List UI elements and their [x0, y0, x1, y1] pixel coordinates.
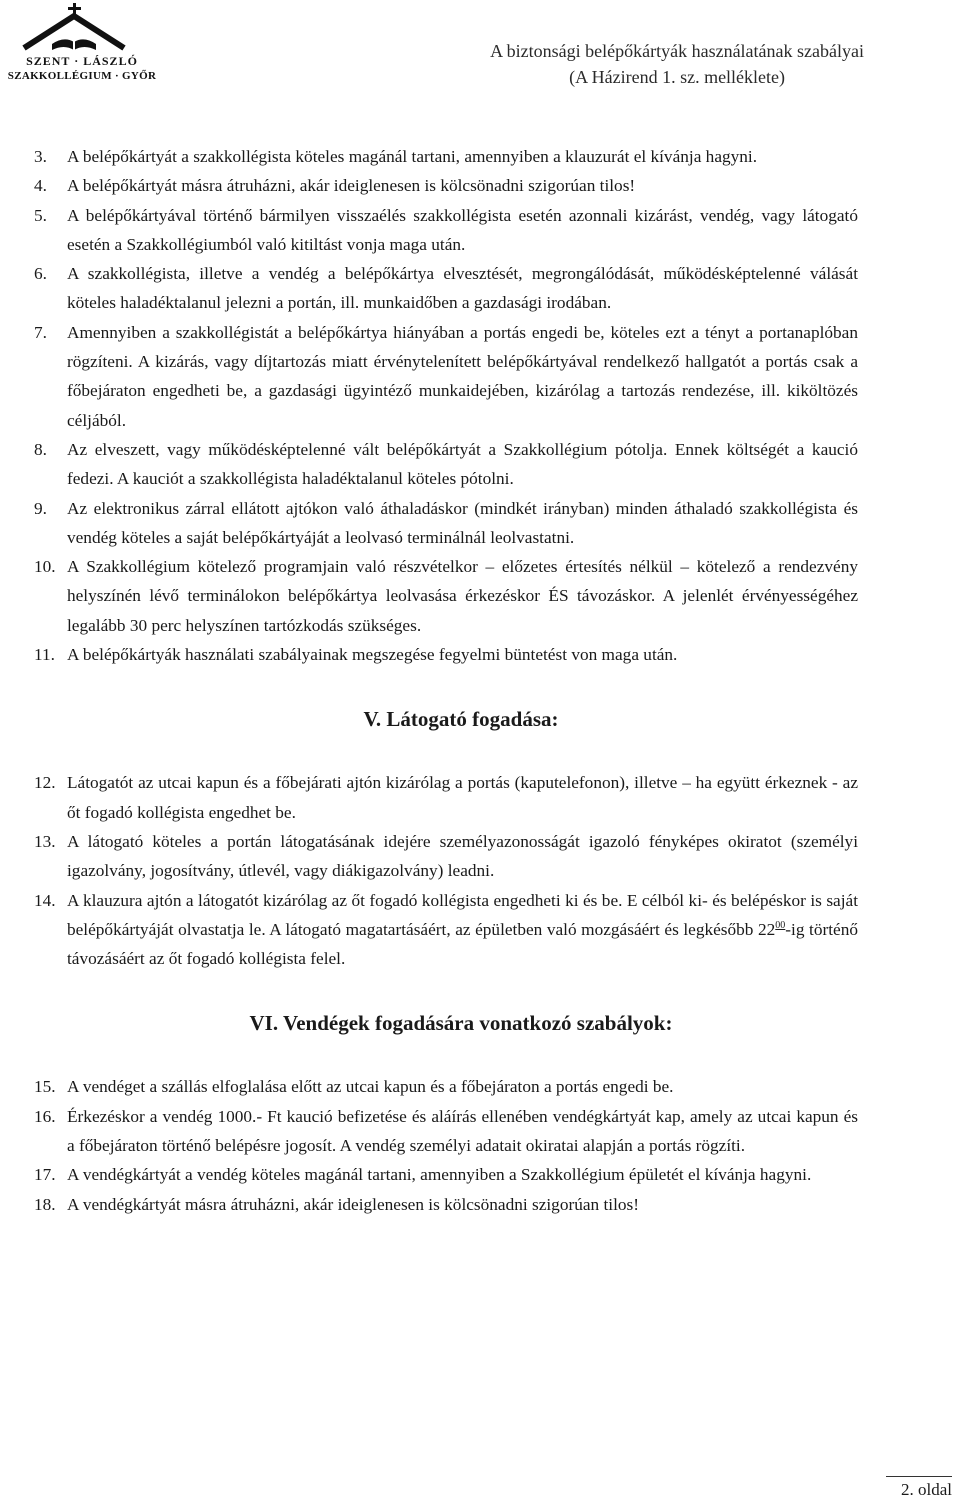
item-text-part-2: -ig történő távozásáért az őt fogadó kollégista felel.: [67, 919, 859, 969]
item-text: Amennyiben a szakkollégistát a belépőkártya hiányában a portás engedi be, köteles ezt a tényt a portanaplóban rögzíteni. A kizárás, vagy díjtartozás miatt érvénytelenített belépőkártyával rendelkező hallgatót a portás csak a főbejáraton engedheti be, a gazdasági ügyintéző munkaidejében, kizárólag a tartozás rendezése, ill. kiköltözés céljából.: [67, 322, 858, 430]
list-item: [34, 1072, 858, 1101]
item-number: 6.: [34, 264, 47, 284]
item-text-part-1: A klauzura ajtón a látogatót kizárólag az őt fogadó kollégista engedheti ki és be. E célból ki- és belépéskor is saját belépőkártyáját olvastatja le. A látogató magatartásáért, az épületben való mozgásáért és legkésőbb 22: [67, 890, 858, 939]
item-text: A látogató köteles a portán látogatásának idejére személyazonosságát igazoló fényképes okiratot (személyi igazolvány, jogosítvány, útlevél, vagy diákigazolvány) leadni.: [67, 831, 858, 881]
section-title-guests: VI. Vendégek fogadására vonatkozó szabályok:: [249, 1011, 673, 1036]
item-text: A belépőkártyát a szakkollégista köteles magánál tartani, amennyiben a klauzurát el kívánja hagyni.: [67, 147, 758, 166]
rules-list-c: [34, 1072, 858, 1218]
item-number: 5.: [34, 205, 47, 225]
item-number: 4.: [34, 176, 47, 196]
item-text: A szakkollégista, illetve a vendég a belépőkártya elvesztését, megrongálódását, működésképtelenné válását köteles haladéktalanul jelezni a portán, ill. munkaidőben a gazdasági irodában.: [67, 264, 858, 313]
rules-list-b: [34, 768, 858, 973]
list-item: [34, 827, 858, 886]
rules-list-a: [34, 142, 858, 669]
page-header: [0, 0, 960, 100]
item-text: A vendéget a szállás elfoglalása előtt az utcai kapun és a főbejáraton a portás engedi be.: [67, 1077, 674, 1097]
list-item: [34, 171, 858, 200]
item-text: A Szakkollégium kötelező programjain való részvételkor – előzetes értesítés nélkül – kötelező a rendezvény helyszínén lévő terminálokon belépőkártya leolvasása érkezéskor ÉS távozáskor. A jelenlét érvényességéhez legalább 30 perc helyszínen tartózkodás szükséges.: [67, 557, 858, 635]
item-number: 17.: [34, 1165, 56, 1185]
item-number: 9.: [34, 498, 47, 518]
document-title: [490, 38, 864, 90]
item-number: 10.: [34, 557, 56, 577]
item-text: A vendégkártyát másra átruházni, akár ideiglenesen is kölcsönadni szigorúan tilos!: [67, 1194, 640, 1214]
item-text: A belépőkártyák használati szabályainak megszegése fegyelmi büntetést von maga után.: [67, 645, 678, 665]
logo-line-1: SZENT · LÁSZLÓ: [26, 54, 138, 68]
item-number: 11.: [34, 645, 55, 665]
list-item: [34, 318, 858, 435]
list-item: [34, 768, 858, 827]
college-logo: [6, 2, 156, 96]
list-item: [34, 259, 858, 318]
list-item: [34, 1102, 858, 1161]
item-text: Látogatót az utcai kapun és a főbejárati ajtón kizárólag a portás (kaputelefonon), illetve – ha együtt érkeznek - az őt fogadó kollégista engedhet be.: [67, 773, 858, 822]
item-text: A belépőkártyával történő bármilyen visszaélés szakkollégista esetén azonnali kizárást, vendég, vagy látogató esetén a Szakkollégiumból való kitiltást vonja maga után.: [67, 205, 858, 254]
item-number: 8.: [34, 439, 47, 459]
item-number: 14.: [34, 890, 56, 910]
list-item: [34, 142, 858, 171]
item-text: Érkezéskor a vendég 1000.- Ft kaució befizetése és aláírás ellenében vendégkártyát kap, amely az utcai kapun és a főbejáraton történő belépésre jogosít. A vendég személyi adatait okiratai alapján a portás rögzíti.: [67, 1106, 858, 1156]
time-superscript: 00: [775, 920, 786, 932]
item-number: 15.: [34, 1077, 56, 1097]
list-item: [34, 201, 858, 260]
list-item: [34, 494, 858, 553]
item-number: 18.: [34, 1194, 56, 1214]
item-text: A belépőkártyát másra átruházni, akár ideiglenesen is kölcsönadni szigorúan tilos!: [67, 176, 636, 196]
list-item: [34, 1190, 858, 1219]
list-item: [34, 1160, 858, 1189]
item-text: Az elveszett, vagy működésképtelenné vált belépőkártyát a Szakkollégium pótolja. Ennek költségét a kaució fedezi. A kauciót a szakkollégista haladéktalanul köteles pótolni.: [67, 439, 858, 489]
list-item: [34, 435, 858, 494]
logo-line-2: SZAKKOLLÉGIUM · GYŐR: [7, 70, 157, 82]
item-text: Az elektronikus zárral ellátott ajtókon való áthaladáskor (mindkét irányban) minden áthaladó szakkollégista és vendég köteles a saját belépőkártyáját a leolvasó terminálnál leolvastatni.: [67, 498, 858, 547]
item-text: A vendégkártyát a vendég köteles magánál tartani, amennyiben a Szakkollégium épületét el kívánja hagyni.: [67, 1165, 812, 1185]
title-line-1: A biztonsági belépőkártyák használatának szabályai: [490, 41, 864, 61]
list-item: [34, 552, 858, 640]
item-number: 7.: [34, 322, 47, 342]
item-number: 16.: [34, 1106, 56, 1126]
list-item: [34, 640, 858, 669]
title-line-2: (A Házirend 1. sz. melléklete): [569, 67, 786, 87]
item-number: 3.: [34, 147, 47, 166]
list-item: [34, 886, 858, 974]
page-number: 2. oldal: [886, 1476, 952, 1500]
section-title-visitors: V. Látogató fogadása:: [363, 707, 559, 732]
item-number: 12.: [34, 773, 56, 793]
item-number: 13.: [34, 831, 56, 851]
document-body: [34, 142, 858, 1219]
